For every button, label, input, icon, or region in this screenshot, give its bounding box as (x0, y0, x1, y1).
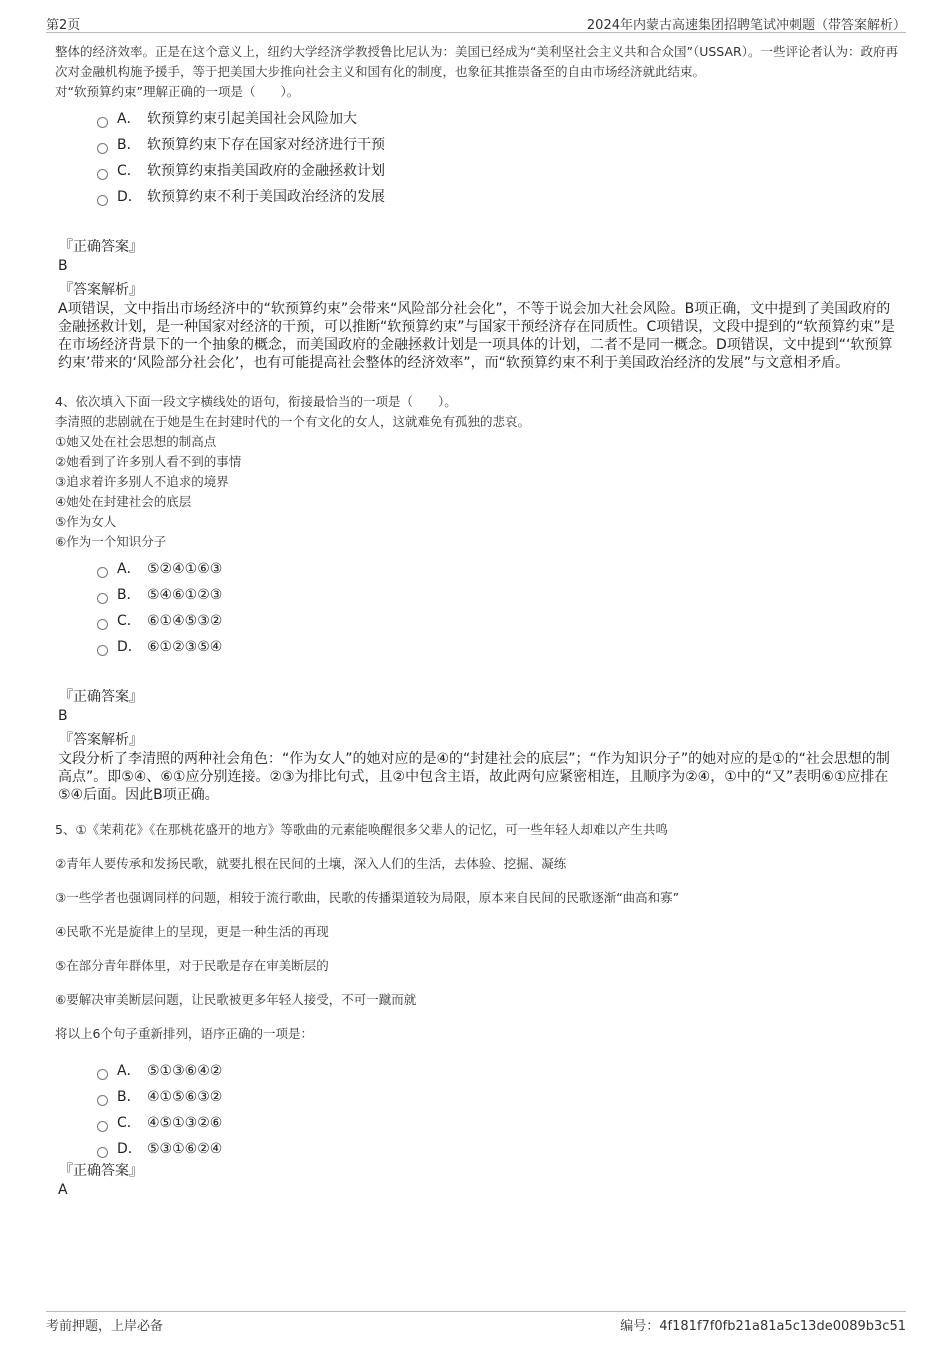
question-4-stem: 4、依次填入下面一段文字横线处的语句，衔接最恰当的一项是（ ）。 (55, 394, 457, 409)
option-a[interactable]: A． ⑤①③⑥④② (97, 1058, 903, 1084)
document-title: 2024年内蒙古高速集团招聘笔试冲刺题（带答案解析） (586, 18, 906, 33)
radio-icon[interactable] (97, 567, 108, 578)
option-d[interactable]: D． ⑥①②③⑤④ (97, 634, 903, 660)
page-number: 第2页 (46, 18, 81, 33)
option-b[interactable]: B． ⑤④⑥①②③ (97, 582, 903, 608)
list-item: ⑥作为一个知识分子 (55, 534, 167, 549)
question-4 (55, 392, 903, 804)
option-d[interactable]: D． 软预算约束不利于美国政治经济的发展 (97, 184, 903, 210)
list-item: 5、①《茉莉花》《在那桃花盛开的地方》等歌曲的元素能唤醒很多父辈人的记忆，可一些年轻人却难以产生共鸣 (55, 822, 668, 837)
question-3-stem: 对“软预算约束”理解正确的一项是（ ）。 (55, 84, 300, 99)
question-3-options (97, 106, 903, 210)
radio-icon[interactable] (97, 645, 108, 656)
footer-slogan: 考前押题，上岸必备 (46, 1319, 164, 1334)
list-item: ②她看到了许多别人看不到的事情 (55, 454, 242, 469)
radio-icon[interactable] (97, 1069, 108, 1080)
radio-icon[interactable] (97, 1121, 108, 1132)
page-content (55, 42, 903, 1200)
option-a[interactable]: A． ⑤②④①⑥③ (97, 556, 903, 582)
option-c[interactable]: C． 软预算约束指美国政府的金融拯救计划 (97, 158, 903, 184)
option-c[interactable]: C． ④⑤①③②⑥ (97, 1110, 903, 1136)
explanation-text: A项错误，文中指出市场经济中的“软预算约束”会带来“风险部分社会化”，不等于说会加大社会风险。B项正确，文中提到了美国政府的金融拯救计划，是一种国家对经济的干预，可以推断“软预算约束”与国家干预经济存在同质性。C项错误，文段中提到的“软预算约束”是在市场经济背景下的一个抽象的概念，而美国政府的金融拯救计划是一项具体的计划，二者不是同一概念。D项错误，文中提到“‘软预算约束’带来的‘风险部分社会化’，也有可能提高社会整体的经济效率”，而“软预算约束不利于美国政治经济的发展”与文意相矛盾。 (58, 301, 895, 371)
question-3 (55, 42, 903, 372)
list-item: ④她处在封建社会的底层 (55, 494, 192, 509)
page-footer (46, 1311, 906, 1336)
question-5-stem: 将以上6个句子重新排列，语序正确的一项是： (55, 1026, 313, 1041)
question-5-options (97, 1058, 903, 1162)
list-item: ③追求着许多别人不追求的境界 (55, 474, 229, 489)
question-4-options (97, 556, 903, 660)
question-3-passage: 整体的经济效率。正是在这个意义上，纽约大学经济学教授鲁比尼认为：美国已经成为“美利坚社会主义共和合众国”（USSAR）。一些评论者认为：政府再次对金融机构施予援手，等于把美国大步推向社会主义和国有化的制度，也象征其推崇备至的自由市场经济就此结束。 (55, 44, 898, 79)
list-item: ②青年人要传承和发扬民歌，就要扎根在民间的土壤，深入人们的生活，去体验、挖掘、凝练 (55, 856, 567, 871)
radio-icon[interactable] (97, 619, 108, 630)
option-d[interactable]: D． ⑤③①⑥②④ (97, 1136, 903, 1162)
list-item: ⑥要解决审美断层问题，让民歌被更多年轻人接受，不可一蹴而就 (55, 992, 417, 1007)
explanation-label: 『答案解析』 (59, 732, 143, 748)
radio-icon[interactable] (97, 195, 108, 206)
answer-value: A (58, 1182, 68, 1198)
option-c[interactable]: C． ⑥①④⑤③② (97, 608, 903, 634)
radio-icon[interactable] (97, 117, 108, 128)
list-item: ⑤在部分青年群体里，对于民歌是存在审美断层的 (55, 958, 329, 973)
answer-label: 『正确答案』 (59, 1163, 143, 1179)
radio-icon[interactable] (97, 593, 108, 604)
answer-value: B (58, 708, 68, 724)
option-b[interactable]: B． 软预算约束下存在国家对经济进行干预 (97, 132, 903, 158)
question-5 (55, 820, 903, 1200)
page-header (46, 10, 906, 33)
list-item: ⑤作为女人 (55, 514, 117, 529)
answer-label: 『正确答案』 (59, 689, 143, 705)
explanation-label: 『答案解析』 (59, 282, 143, 298)
radio-icon[interactable] (97, 1095, 108, 1106)
list-item: ④民歌不光是旋律上的呈现，更是一种生活的再现 (55, 924, 329, 939)
list-item: ③一些学者也强调同样的问题，相较于流行歌曲，民歌的传播渠道较为局限，原本来自民间的民歌逐渐“曲高和寡” (55, 890, 680, 905)
question-4-passage: 李清照的悲剧就在于她是生在封建时代的一个有文化的女人，这就难免有孤独的悲哀。 (55, 414, 531, 429)
answer-value: B (58, 258, 68, 274)
radio-icon[interactable] (97, 1147, 108, 1158)
explanation-text: 文段分析了李清照的两种社会角色：“作为女人”的她对应的是④的“封建社会的底层”；“作为知识分子”的她对应的是①的“社会思想的制高点”。即⑤④、⑥①应分别连接。②③为排比句式，且②中包含主语，故此两句应紧密相连，且顺序为②④，①中的“又”表明⑥①应排在⑤④后面。因此B项正确。 (58, 751, 890, 803)
option-a[interactable]: A． 软预算约束引起美国社会风险加大 (97, 106, 903, 132)
answer-label: 『正确答案』 (59, 239, 143, 255)
option-b[interactable]: B． ④①⑤⑥③② (97, 1084, 903, 1110)
radio-icon[interactable] (97, 143, 108, 154)
document-code: 编号：4f181f7f0fb21a81a5c13de0089b3c51 (620, 1319, 906, 1334)
list-item: ①她又处在社会思想的制高点 (55, 434, 217, 449)
radio-icon[interactable] (97, 169, 108, 180)
